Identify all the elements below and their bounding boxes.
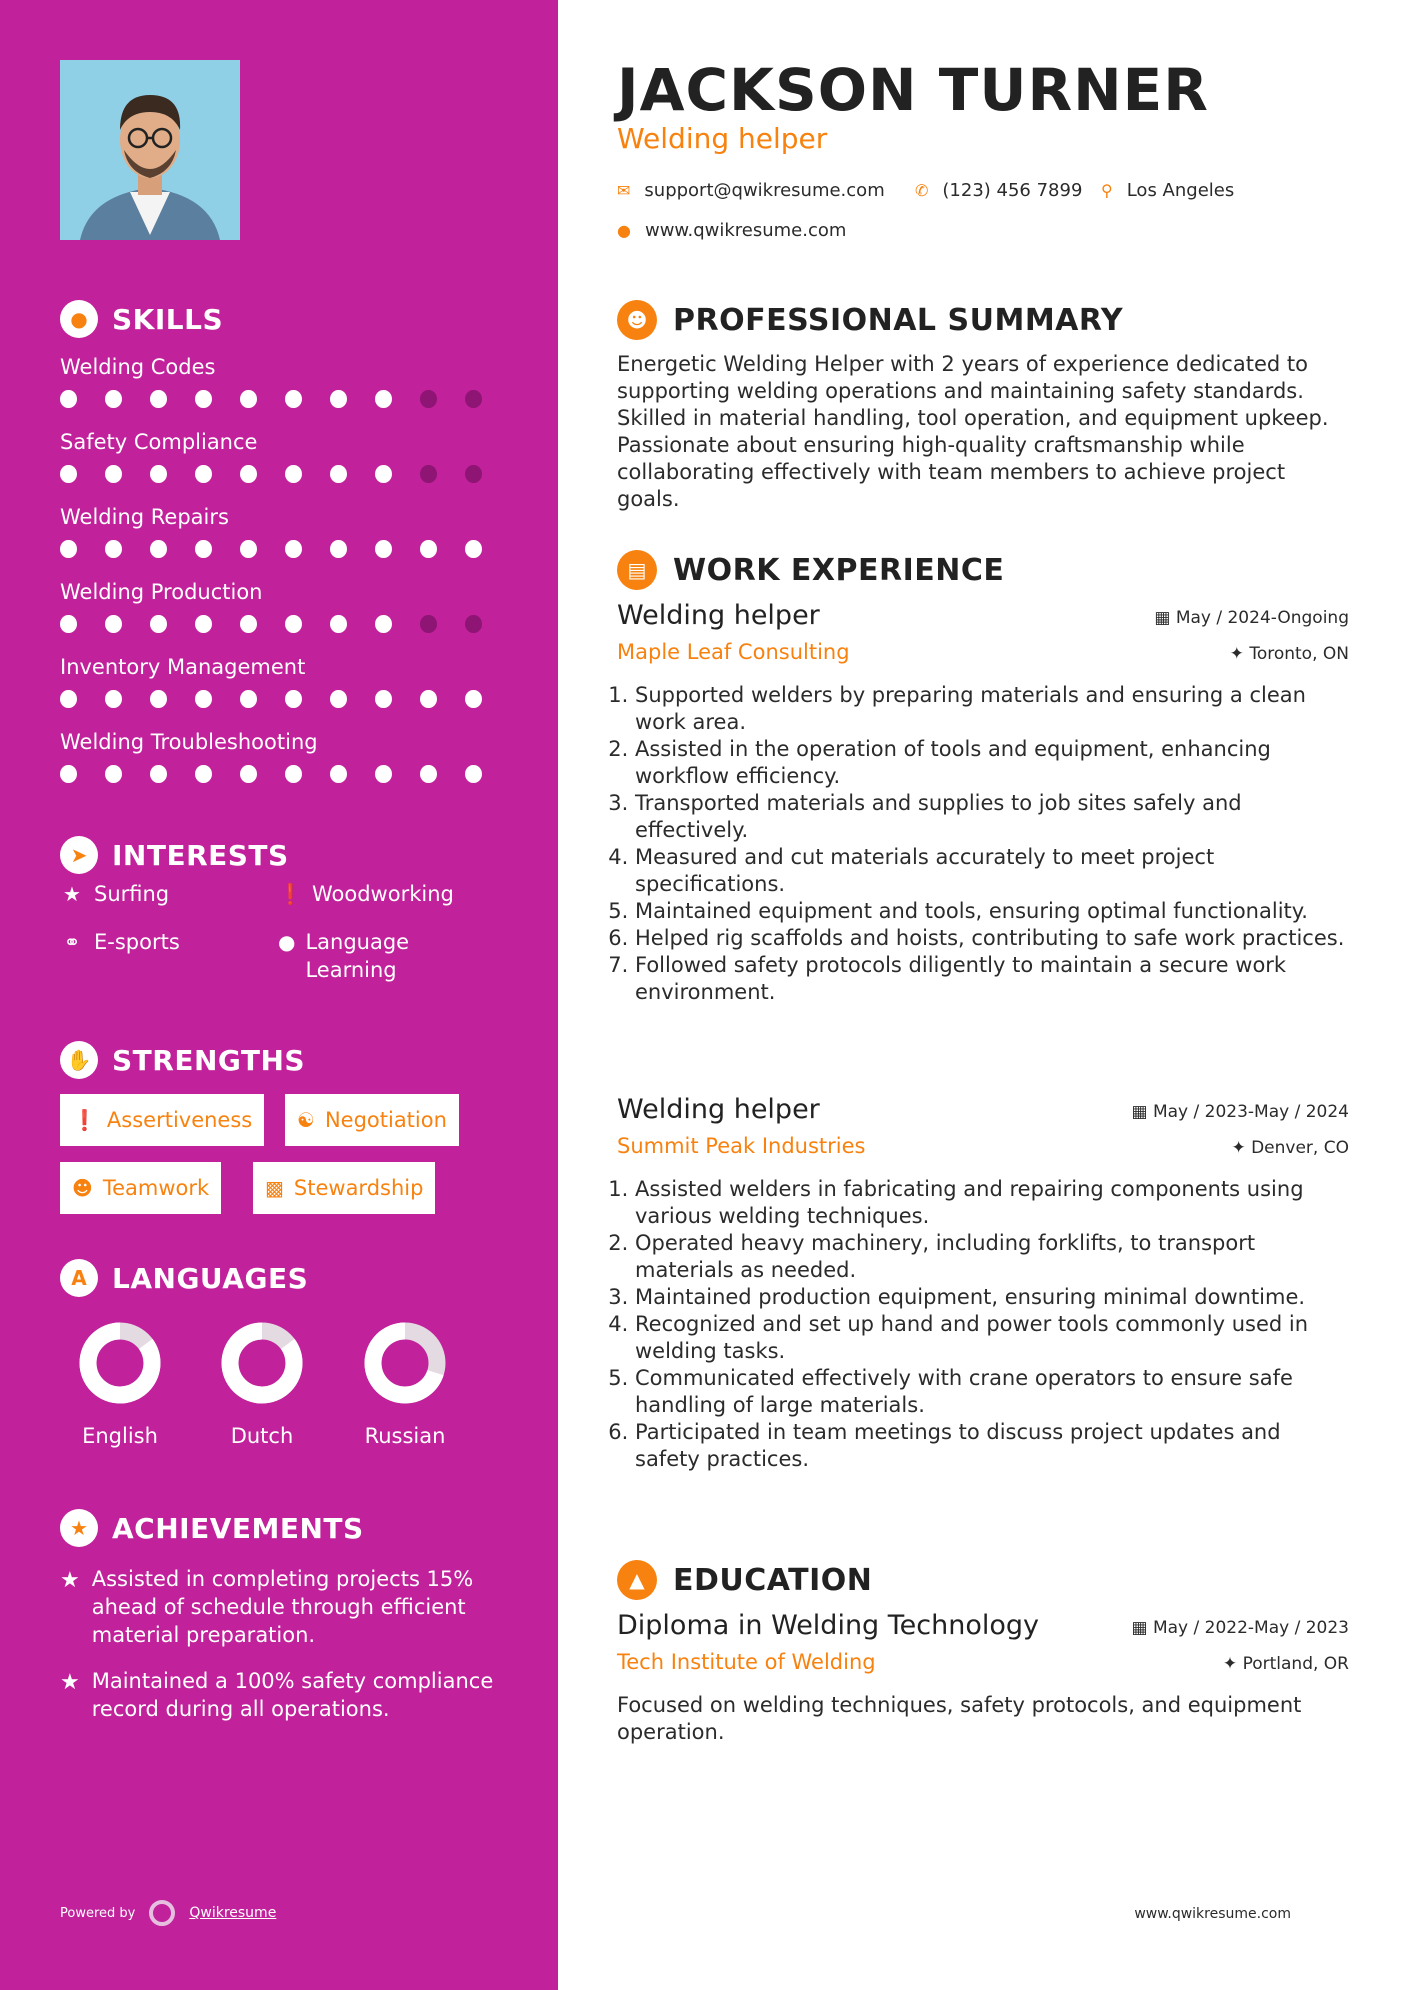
skill-dot: [150, 765, 167, 783]
job-bullet: 1. Assisted welders in fabricating and repairing components using various welding techniques.: [635, 1176, 1349, 1230]
skill-rating: [60, 765, 510, 783]
skill-dot: [330, 615, 347, 633]
skill-dot: [465, 765, 482, 783]
location-text: Los Angeles: [1126, 180, 1235, 201]
skill-item: [60, 650, 510, 725]
interest-item: [278, 928, 438, 984]
language-item: [345, 1320, 465, 1448]
skill-dot: [150, 390, 167, 408]
education-description: Focused on welding techniques, safety protocols, and equipment operation.: [617, 1693, 1302, 1744]
skill-dot: [420, 465, 437, 483]
languages-heading: [60, 1259, 308, 1297]
skill-rating: [60, 390, 510, 408]
calendar-icon: ▦: [1131, 1102, 1153, 1122]
skill-dot: [60, 765, 77, 783]
location-contact: [1101, 180, 1234, 201]
trophy-star-icon: ★: [60, 1509, 98, 1547]
skill-dot: [285, 390, 302, 408]
handshake-icon: ☯: [297, 1108, 315, 1132]
main-content: [617, 0, 1349, 1990]
skill-rating: [60, 690, 510, 708]
skill-dot: [285, 615, 302, 633]
skill-dot: [465, 540, 482, 558]
skill-dot: [240, 615, 257, 633]
skill-dot: [150, 690, 167, 708]
skill-dot: [105, 465, 122, 483]
skill-dot: [420, 765, 437, 783]
skill-dot: [465, 615, 482, 633]
megaphone-icon: ❗: [278, 882, 303, 906]
skill-dot: [375, 390, 392, 408]
skill-dot: [105, 540, 122, 558]
translate-icon: A: [60, 1259, 98, 1297]
skill-dot: [420, 390, 437, 408]
job-date-text: May / 2024-Ongoing: [1175, 608, 1349, 628]
language-item: [202, 1320, 322, 1448]
paper-plane-icon: ➤: [60, 836, 98, 874]
education-date: [1132, 1618, 1350, 1638]
skill-dot: [105, 390, 122, 408]
strengths-title: STRENGTHS: [112, 1043, 306, 1077]
language-donut: [77, 1320, 163, 1406]
strength-label: Assertiveness: [106, 1108, 253, 1132]
job-bullet: 3. Transported materials and supplies to job sites safely and effectively.: [635, 790, 1349, 844]
skill-dot: [330, 390, 347, 408]
job-location-text: Toronto, ON: [1249, 644, 1349, 664]
phone-contact: [915, 180, 1082, 201]
interests-heading: [60, 836, 289, 874]
skill-name: Welding Repairs: [60, 505, 229, 529]
shooting-star-icon: ★: [60, 1568, 80, 1593]
email-text[interactable]: support@qwikresume.com: [644, 180, 885, 201]
website-text[interactable]: www.qwikresume.com: [644, 220, 847, 241]
skill-item: [60, 350, 510, 425]
interest-label: Surfing: [94, 882, 170, 906]
skill-name: Welding Production: [60, 580, 263, 604]
language-name: Russian: [364, 1424, 446, 1448]
job-date: [1132, 1102, 1350, 1122]
skill-item: [60, 425, 510, 500]
job-bullet: 6. Helped rig scaffolds and hoists, contributing to safe work practices.: [635, 925, 1349, 952]
job-bullets: [617, 1176, 1349, 1473]
fist-icon: ✋: [60, 1041, 98, 1079]
envelope-icon: ✉: [617, 181, 631, 200]
job-bullet: 5. Communicated effectively with crane operators to ensure safe handling of large materials.: [635, 1365, 1349, 1419]
education-date-text: May / 2022-May / 2023: [1152, 1618, 1349, 1638]
pin-icon: ✦: [1222, 1654, 1243, 1674]
summary-title: PROFESSIONAL SUMMARY: [673, 302, 1124, 338]
job-bullets: [617, 682, 1349, 1006]
email-contact: [617, 180, 885, 201]
skill-dot: [375, 540, 392, 558]
skill-dot: [465, 390, 482, 408]
skills-heading: [60, 300, 223, 338]
interest-item: [278, 880, 454, 908]
user-icon: ☻: [617, 300, 657, 340]
skill-dot: [240, 690, 257, 708]
sidebar: [0, 0, 558, 1990]
job-bullet: 4. Recognized and set up hand and power tools commonly used in welding tasks.: [635, 1311, 1349, 1365]
job-bullet: 3. Maintained production equipment, ensuring minimal downtime.: [635, 1284, 1349, 1311]
job-location: [1230, 644, 1349, 664]
job-bullet: 7. Followed safety protocols diligently to maintain a secure work environment.: [635, 952, 1349, 1006]
skill-item: [60, 575, 510, 650]
star-icon: ★: [63, 882, 81, 906]
lightbulb-icon: ●: [60, 300, 98, 338]
qwikresume-logo-icon: [149, 1900, 175, 1926]
skill-item: [60, 725, 510, 800]
job-title: Welding helper: [617, 1094, 820, 1125]
skill-dot: [285, 465, 302, 483]
phone-text: (123) 456 7899: [942, 180, 1083, 201]
education-degree: Diploma in Welding Technology: [617, 1610, 1040, 1641]
skill-dot: [375, 615, 392, 633]
skill-dot: [465, 690, 482, 708]
website-contact: [617, 220, 846, 241]
skill-dot: [420, 690, 437, 708]
strength-badge: [60, 1094, 264, 1146]
achievements-list: [60, 1565, 500, 1741]
achievement-item: [60, 1667, 500, 1723]
job-bullet: 5. Maintained equipment and tools, ensuring optimal functionality.: [635, 898, 1349, 925]
skill-dot: [240, 465, 257, 483]
skill-dot: [195, 390, 212, 408]
skill-dot: [60, 390, 77, 408]
calendar-icon: ▦: [1131, 1618, 1153, 1638]
skill-dot: [285, 690, 302, 708]
skill-dot: [330, 765, 347, 783]
skill-dot: [150, 540, 167, 558]
achievement-item: [60, 1565, 500, 1649]
strength-label: Negotiation: [324, 1108, 447, 1132]
job-location: [1231, 1138, 1349, 1158]
briefcase-icon: ▩: [265, 1176, 284, 1200]
qwikresume-link[interactable]: Qwikresume: [189, 1905, 277, 1921]
phone-icon: ✆: [915, 181, 929, 200]
strength-label: Stewardship: [293, 1176, 424, 1200]
education-title: EDUCATION: [673, 1562, 873, 1598]
job-bullet: 4. Measured and cut materials accurately to meet project specifications.: [635, 844, 1349, 898]
skill-dot: [105, 615, 122, 633]
achievement-text: Assisted in completing projects 15% ahead of schedule through efficient material preparation.: [91, 1567, 474, 1647]
achievement-text: Maintained a 100% safety compliance record during all operations.: [91, 1669, 494, 1721]
interest-item: [60, 928, 180, 956]
skill-dot: [105, 690, 122, 708]
skill-dot: [150, 615, 167, 633]
interest-label: Woodworking: [312, 882, 454, 906]
language-name: Dutch: [230, 1424, 294, 1448]
life-ring-icon: ⚭: [63, 930, 81, 954]
skill-dot: [195, 465, 212, 483]
education-location: [1223, 1654, 1349, 1674]
skill-dot: [240, 390, 257, 408]
interest-label: E-sports: [94, 930, 180, 954]
skill-rating: [60, 540, 510, 558]
experience-title: WORK EXPERIENCE: [673, 552, 1005, 588]
skill-dot: [150, 465, 167, 483]
job-company: Maple Leaf Consulting: [617, 640, 850, 664]
strength-badge: [285, 1094, 459, 1146]
powered-by: [60, 1900, 276, 1926]
languages-title: LANGUAGES: [112, 1261, 309, 1295]
skill-dot: [60, 465, 77, 483]
map-pin-icon: ⚲: [1101, 181, 1113, 200]
profile-photo: [60, 60, 240, 240]
strength-badge: [253, 1162, 435, 1214]
summary-heading: [617, 300, 1123, 340]
interests-title: INTERESTS: [112, 838, 289, 872]
skill-dot: [330, 465, 347, 483]
office-chair-icon: ▤: [617, 550, 657, 590]
skill-name: Welding Codes: [60, 355, 216, 379]
education-entry: [617, 1610, 1349, 1746]
graduation-cap-icon: ▲: [617, 1560, 657, 1600]
skill-dot: [240, 765, 257, 783]
skill-dot: [285, 765, 302, 783]
job-bullet: 2. Assisted in the operation of tools and equipment, enhancing workflow efficiency.: [635, 736, 1349, 790]
skill-dot: [420, 540, 437, 558]
globe-icon: ●: [278, 930, 296, 954]
education-school: Tech Institute of Welding: [617, 1650, 876, 1674]
skill-dot: [195, 765, 212, 783]
pin-icon: ✦: [1231, 1138, 1252, 1158]
pin-icon: ✦: [1229, 644, 1250, 664]
skill-dot: [330, 690, 347, 708]
education-location-text: Portland, OR: [1242, 1654, 1349, 1674]
skill-dot: [240, 540, 257, 558]
skill-dot: [60, 540, 77, 558]
skill-dot: [465, 465, 482, 483]
job-bullet: 6. Participated in team meetings to discuss project updates and safety practices.: [635, 1419, 1349, 1473]
skill-name: Inventory Management: [60, 655, 306, 679]
footer-website[interactable]: www.qwikresume.com: [1134, 1906, 1291, 1922]
job-date-text: May / 2023-May / 2024: [1152, 1102, 1349, 1122]
interest-item: [60, 880, 169, 908]
summary-text: Energetic Welding Helper with 2 years of experience dedicated to supporting welding operations and maintaining safety standards. Skilled in material handling, tool operation, and equipment upkeep. Passionate about ensuring high-quality craftsmanship while collaborating effectively with team members to achieve project goals.: [617, 352, 1329, 511]
calendar-icon: ▦: [1154, 608, 1176, 628]
job-entry: [617, 1094, 1349, 1473]
skill-dot: [330, 540, 347, 558]
skill-rating: [60, 465, 510, 483]
globe-icon: ●: [617, 221, 631, 240]
interest-label: Language Learning: [305, 930, 410, 982]
strength-badge: [60, 1162, 221, 1214]
shooting-star-icon: ★: [60, 1670, 80, 1695]
job-entry: [617, 600, 1349, 1006]
exclamation-icon: ❗: [72, 1108, 97, 1132]
job-date: [1154, 608, 1349, 628]
language-name: English: [82, 1424, 158, 1448]
skill-dot: [195, 690, 212, 708]
skill-dot: [105, 765, 122, 783]
job-bullet: 1. Supported welders by preparing materials and ensuring a clean work area.: [635, 682, 1349, 736]
skills-title: SKILLS: [112, 302, 224, 336]
language-donut: [362, 1320, 448, 1406]
skill-rating: [60, 615, 510, 633]
skill-item: [60, 500, 510, 575]
skill-dot: [285, 540, 302, 558]
strengths-heading: [60, 1041, 305, 1079]
language-item: [60, 1320, 180, 1448]
strength-label: Teamwork: [102, 1176, 210, 1200]
skills-list: [60, 350, 510, 800]
skill-dot: [60, 690, 77, 708]
job-location-text: Denver, CO: [1251, 1138, 1349, 1158]
skill-dot: [375, 465, 392, 483]
skill-dot: [195, 615, 212, 633]
language-donut: [219, 1320, 305, 1406]
skill-dot: [375, 690, 392, 708]
achievements-heading: [60, 1509, 364, 1547]
users-icon: ☻: [72, 1176, 93, 1200]
achievements-title: ACHIEVEMENTS: [112, 1511, 364, 1545]
candidate-role: Welding helper: [617, 122, 828, 155]
skill-name: Welding Troubleshooting: [60, 730, 318, 754]
skill-dot: [195, 540, 212, 558]
skill-dot: [420, 615, 437, 633]
powered-by-label: Powered by: [60, 1905, 136, 1921]
job-title: Welding helper: [617, 600, 820, 631]
job-bullet: 2. Operated heavy machinery, including forklifts, to transport materials as needed.: [635, 1230, 1349, 1284]
education-heading: [617, 1560, 872, 1600]
skill-dot: [60, 615, 77, 633]
skill-dot: [375, 765, 392, 783]
job-company: Summit Peak Industries: [617, 1134, 866, 1158]
experience-heading: [617, 550, 1004, 590]
candidate-name: JACKSON TURNER: [617, 56, 1209, 124]
skill-name: Safety Compliance: [60, 430, 258, 454]
